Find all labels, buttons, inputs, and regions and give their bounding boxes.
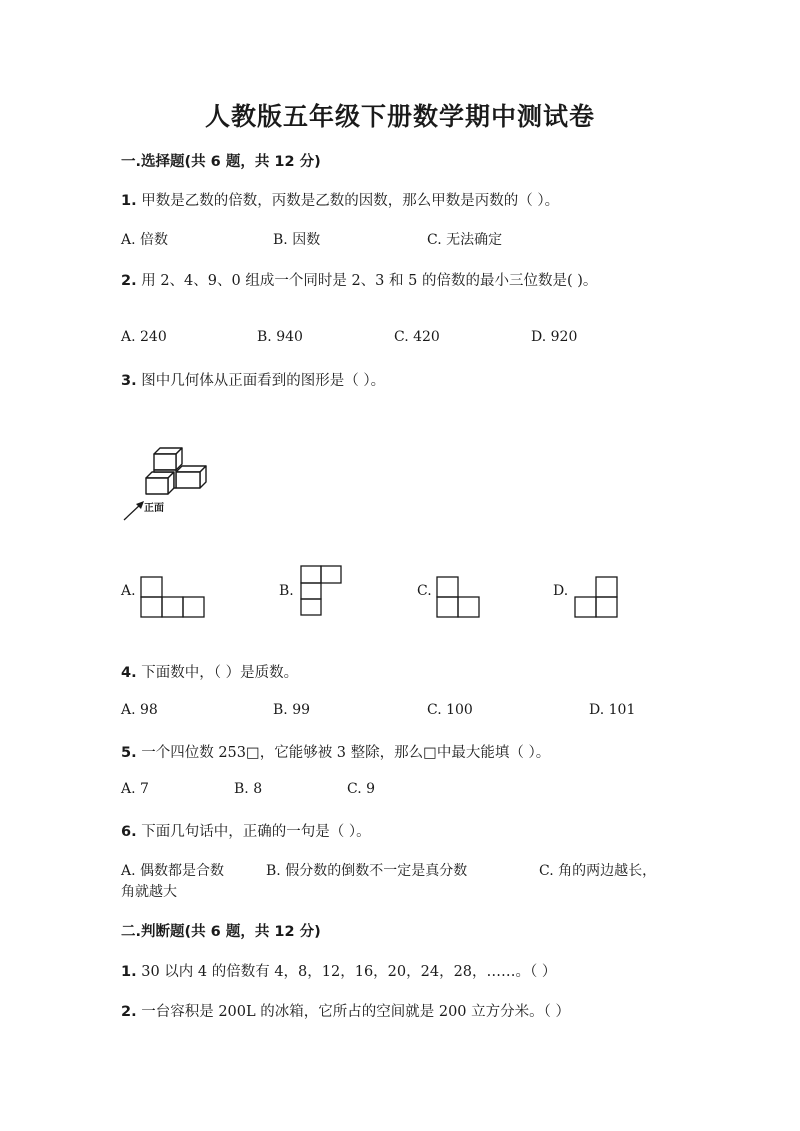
- option-c: C. 420: [394, 329, 440, 345]
- question-number: 2.: [121, 1004, 137, 1020]
- option-d: D.: [553, 583, 569, 599]
- question-number: 2.: [121, 273, 137, 289]
- question-number: 3.: [121, 373, 137, 389]
- option-b-shape: [300, 565, 344, 617]
- option-c: C. 100: [427, 702, 473, 718]
- option-a-shape: [140, 576, 206, 618]
- option-c: C. 9: [347, 781, 376, 797]
- option-b: B. 因数: [273, 232, 321, 248]
- question-number: 6.: [121, 824, 137, 840]
- question-6: [121, 820, 371, 841]
- option-a: A. 倍数: [121, 232, 169, 248]
- page-title: 人教版五年级下册数学期中测试卷: [204, 102, 595, 131]
- option-c-continued: 角就越大: [121, 884, 177, 900]
- option-a: A. 240: [121, 329, 167, 345]
- option-a: A. 98: [121, 702, 158, 718]
- judgment-question-1: [121, 960, 556, 981]
- option-a: A. 7: [121, 781, 149, 797]
- option-c-shape: [436, 576, 482, 618]
- question-text: 一台容积是 200L 的冰箱，它所占的空间就是 200 立方分米。（ ）: [141, 1004, 570, 1020]
- option-d: D. 920: [531, 329, 578, 345]
- question-text: 下面数中，（ ）是质数。: [141, 665, 299, 681]
- option-a: A. 偶数都是合数: [121, 863, 225, 879]
- question-text: 一个四位数 253□，它能够被 3 整除，那么□中最大能填（ ）。: [141, 745, 551, 761]
- question-3: [121, 369, 385, 390]
- option-c: C.: [417, 583, 432, 599]
- option-b: B. 8: [234, 781, 263, 797]
- question-number: 1.: [121, 964, 137, 980]
- cube-figure: [120, 440, 210, 525]
- section-heading-choice: 一.选择题(共 6 题，共 12 分): [121, 154, 321, 170]
- question-text: 30 以内 4 的倍数有 4，8，12，16，20，24，28，……。（ ）: [141, 964, 557, 980]
- question-text: 甲数是乙数的倍数，丙数是乙数的因数，那么甲数是丙数的（ ）。: [141, 193, 560, 209]
- section-heading-judgment: 二.判断题(共 6 题，共 12 分): [121, 924, 321, 940]
- question-text: 下面几句话中，正确的一句是（ ）。: [141, 824, 371, 840]
- question-number: 4.: [121, 665, 137, 681]
- question-5: [121, 741, 550, 762]
- question-number: 5.: [121, 745, 137, 761]
- option-d-shape: [574, 576, 620, 618]
- option-b: B. 99: [273, 702, 311, 718]
- option-b: B. 假分数的倒数不一定是真分数: [266, 863, 468, 879]
- question-4: [121, 661, 298, 682]
- question-text: 用 2、4、9、0 组成一个同时是 2、3 和 5 的倍数的最小三位数是( )。: [141, 273, 598, 289]
- option-c: C. 无法确定: [427, 232, 503, 248]
- option-a: A.: [121, 583, 136, 599]
- judgment-question-2: [121, 1000, 570, 1021]
- question-number: 1.: [121, 193, 137, 209]
- option-b: B.: [279, 583, 294, 599]
- front-label: 正面: [144, 503, 164, 514]
- option-d: D. 101: [589, 702, 636, 718]
- question-2: [121, 269, 597, 290]
- option-b: B. 940: [257, 329, 303, 345]
- option-c: C. 角的两边越长，: [539, 863, 657, 879]
- question-1: [121, 189, 559, 210]
- question-text: 图中几何体从正面看到的图形是（ ）。: [141, 373, 386, 389]
